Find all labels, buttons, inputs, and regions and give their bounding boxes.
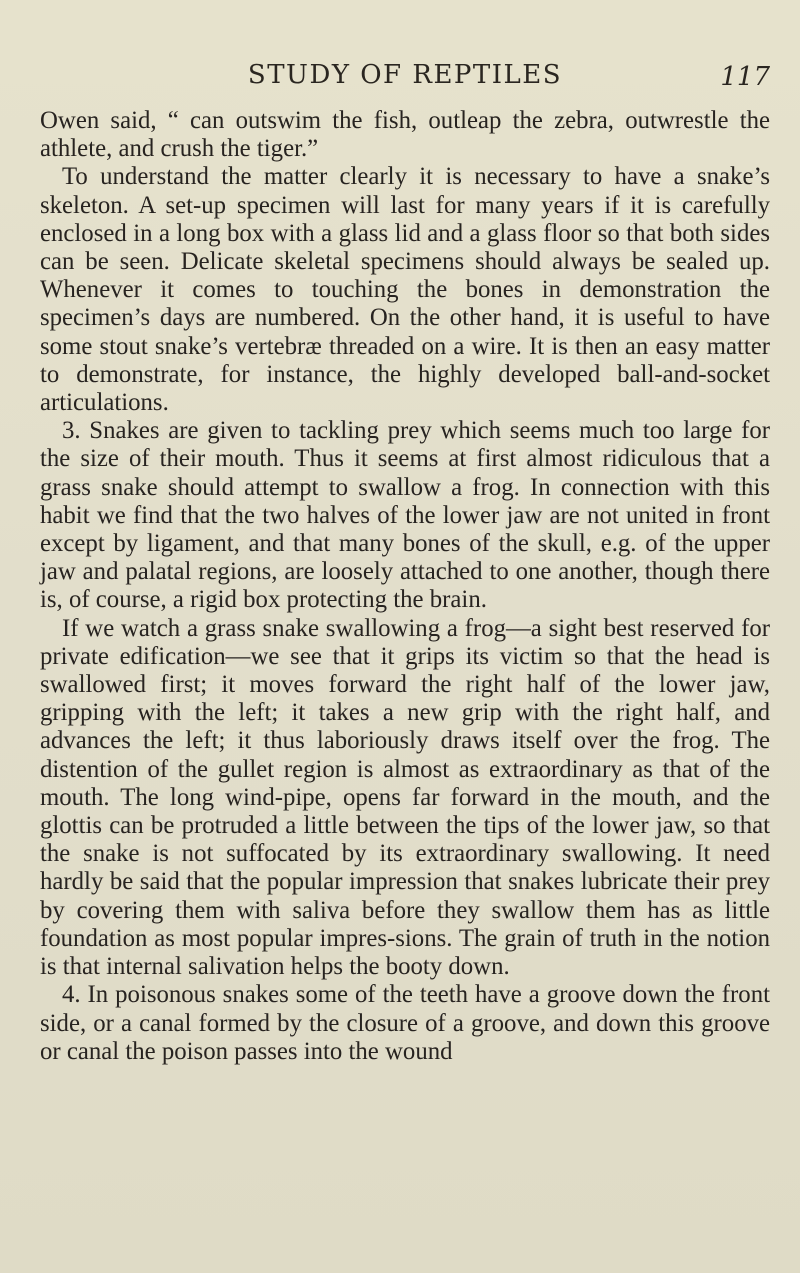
running-head: STUDY OF REPTILES	[247, 60, 563, 90]
paragraph-skeleton: To understand the matter clearly it is necessary to have a snake’s skeleton. A set-up specimen will last for many years if it is carefully enclosed in a long box with a glass lid and a glass floor so that both sides can be seen. Delicate skeletal specimens should always be sealed up. Whenever it comes to touching the bones in demonstration the specimen’s days are numbered. On the other hand, it is useful to have some stout snake’s vertebræ threaded on a wire. It is then an easy matter to demonstrate, for instance, the highly developed ball-and-socket articulations.	[40, 163, 770, 417]
body-text	[40, 107, 770, 1066]
paragraph-point-3: 3. Snakes are given to tackling prey which seems much too large for the size of their mouth. Thus it seems at first almost ridiculous that a grass snake should attempt to swallow a frog. In connection with this habit we find that the two halves of the lower jaw are not united in front except by ligament, and that many bones of the skull, e.g. of the upper jaw and palatal regions, are loosely attached to one another, though there is, of course, a rigid box protecting the brain.	[40, 417, 770, 614]
page-number: 117	[720, 62, 770, 92]
page-header	[40, 56, 770, 96]
paragraph-owen-quote: Owen said, “ can outswim the fish, outleap the zebra, outwrestle the athlete, and crush the tiger.”	[40, 107, 770, 163]
paragraph-swallowing: If we watch a grass snake swallowing a frog—a sight best reserved for private edification—we see that it grips its victim so that the head is swallowed first; it moves forward the right half of the lower jaw, gripping with the left; it takes a new grip with the right half, and advances the left; it thus laboriously draws itself over the frog. The distention of the gullet region is almost as extraordinary as that of the mouth. The long wind-pipe, opens far forward in the mouth, and the glottis can be protruded a little between the tips of the lower jaw, so that the snake is not suffocated by its extraordinary swallowing. It need hardly be said that the popular impression that snakes lubricate their prey by covering them with saliva before they swallow them has as little foundation as most popular impres-sions. The grain of truth in the notion is that internal salivation helps the booty down.	[40, 614, 770, 981]
paragraph-point-4: 4. In poisonous snakes some of the teeth have a groove down the front side, or a canal formed by the closure of a groove, and down this groove or canal the poison passes into the wound	[40, 981, 770, 1065]
